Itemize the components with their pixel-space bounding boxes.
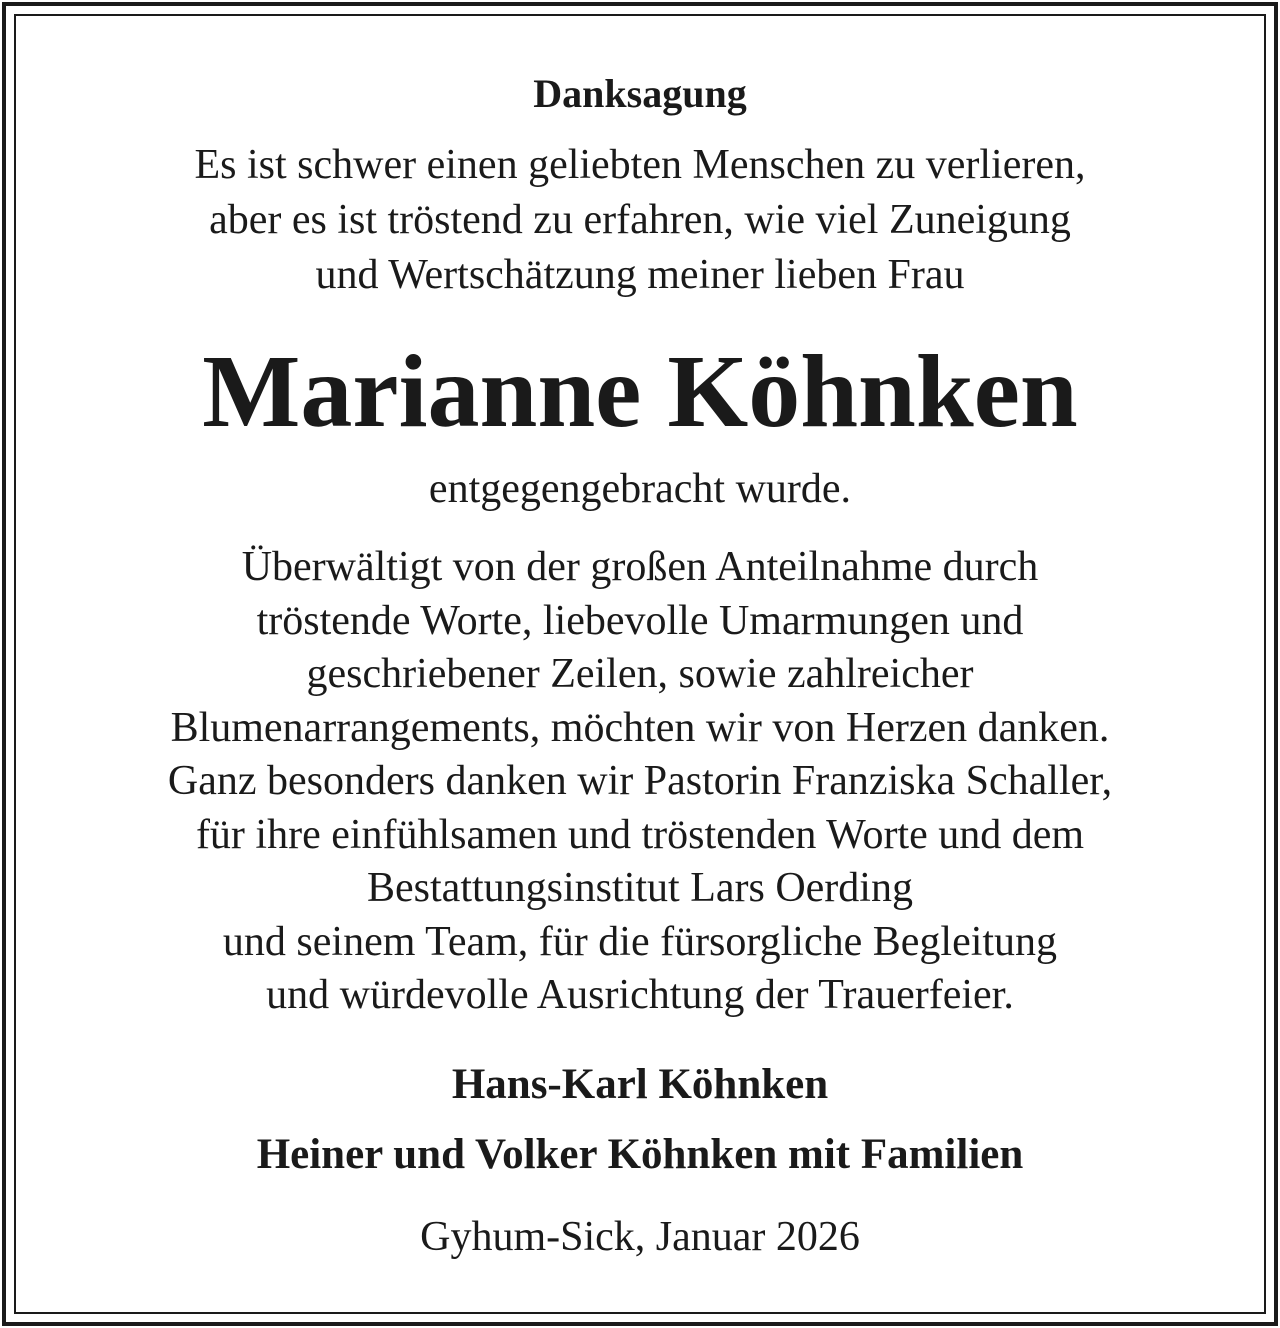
intro-text xyxy=(0,138,1280,303)
thanks-line: und seinem Team, für die fürsorgliche Begleitung xyxy=(222,918,1058,965)
deceased-name: Marianne Köhnken xyxy=(202,334,1078,449)
thanks-line: und würdevolle Ausrichtung der Trauerfeier. xyxy=(266,972,1014,1018)
thanks-line: Überwältigt von der großen Anteilnahme durch xyxy=(241,544,1039,590)
intro-line: Es ist schwer einen geliebten Menschen zu verlieren, xyxy=(194,142,1086,188)
thanks-line: für ihre einfühlsamen und tröstenden Worte und dem xyxy=(195,811,1085,858)
place-date: Gyhum-Sick, Januar 2026 xyxy=(420,1214,860,1260)
intro-line: aber es ist tröstend zu erfahren, wie viel Zuneigung xyxy=(209,197,1071,243)
thanks-line: geschriebener Zeilen, sowie zahlreicher xyxy=(306,651,974,697)
thanks-line: Blumenarrangements, möchten wir von Herzen danken. xyxy=(170,704,1110,751)
after-name-text: entgegengebracht wurde. xyxy=(428,466,852,512)
thanks-line: Bestattungsinstitut Lars Oerding xyxy=(367,865,913,911)
thanks-text xyxy=(0,541,1280,1023)
thanks-line: Ganz besonders danken wir Pastorin Franziska Schaller, xyxy=(167,758,1113,804)
notice-heading: Danksagung xyxy=(533,71,747,116)
signature-primary: Hans-Karl Köhnken xyxy=(451,1061,829,1108)
intro-line: und Wertschätzung meiner lieben Frau xyxy=(315,252,965,298)
thanks-line: tröstende Worte, liebevolle Umarmungen und xyxy=(256,597,1024,644)
signature-family: Heiner und Volker Köhnken mit Familien xyxy=(256,1131,1024,1178)
